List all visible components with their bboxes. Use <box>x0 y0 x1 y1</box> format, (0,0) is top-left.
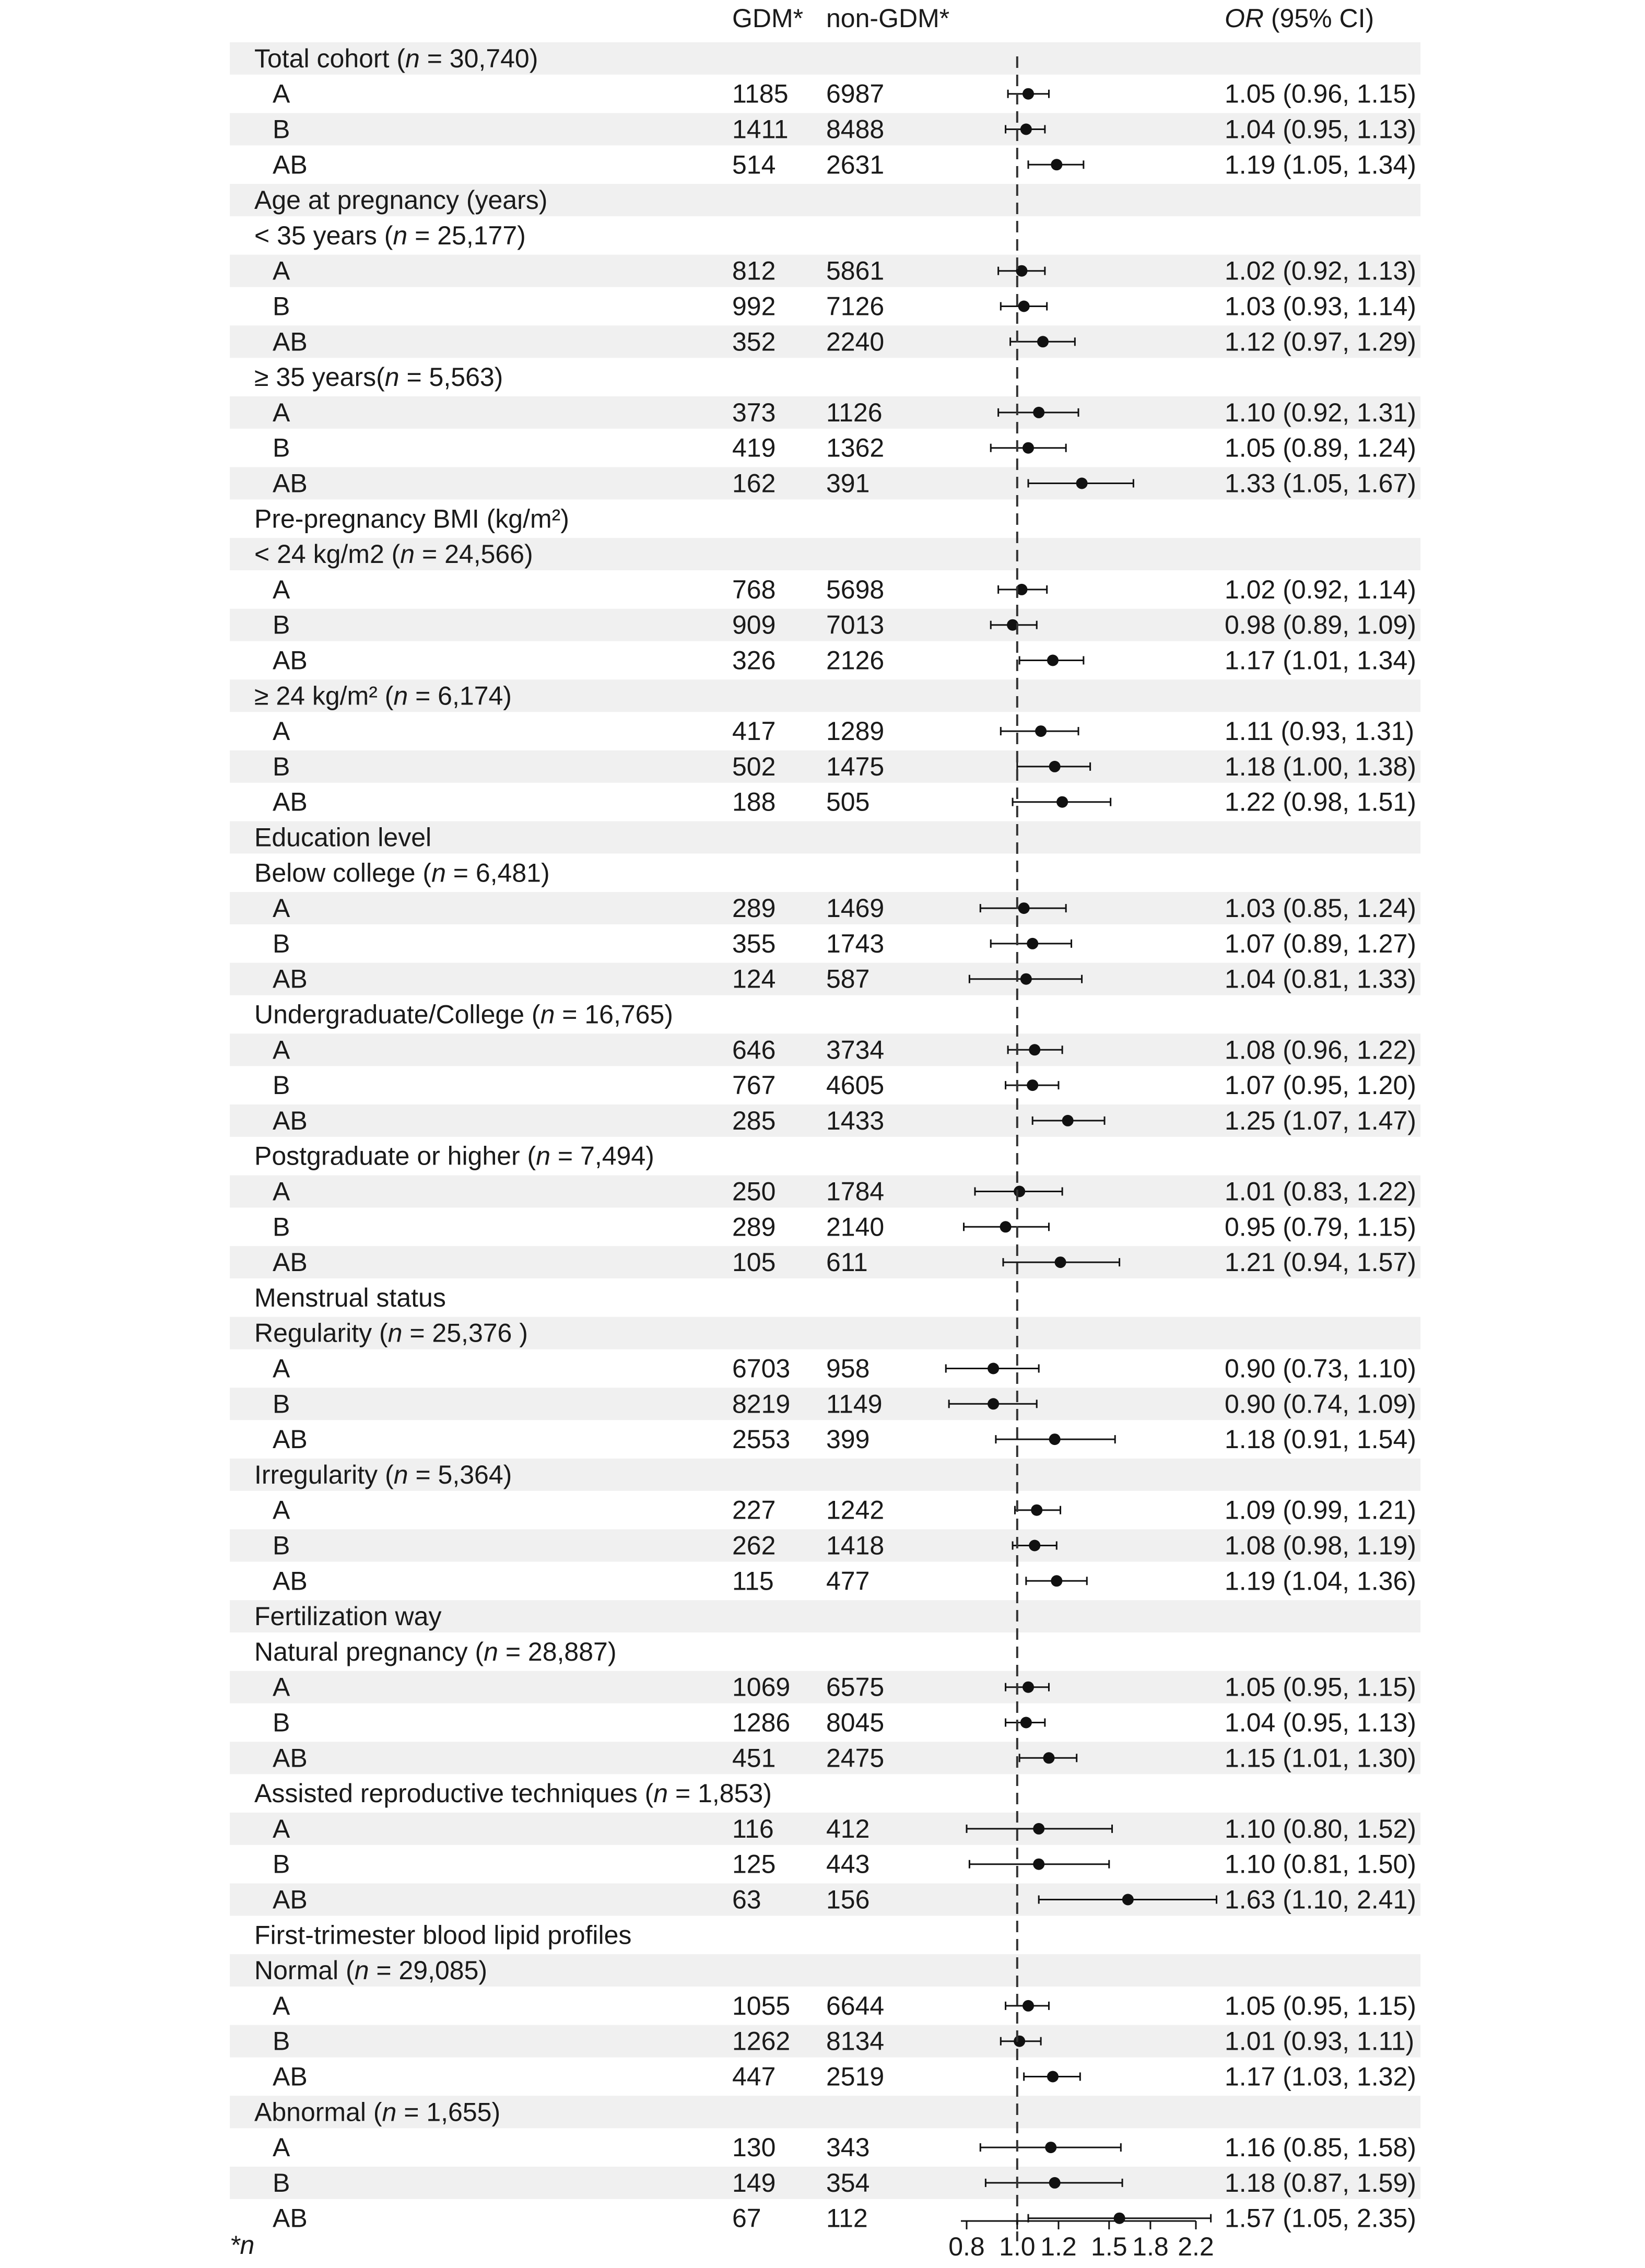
non-gdm-count: 1418 <box>826 1531 885 1560</box>
group-label: Postgraduate or higher (n = 7,494) <box>254 1141 654 1171</box>
blood-type-label: AB <box>273 1743 308 1773</box>
or-ci-value: 1.18 (0.87, 1.59) <box>1225 2168 1416 2198</box>
non-gdm-count: 391 <box>826 468 870 498</box>
gdm-count: 227 <box>732 1495 776 1525</box>
non-gdm-count: 354 <box>826 2168 870 2198</box>
gdm-count: 285 <box>732 1106 776 1135</box>
gdm-count: 1262 <box>732 2026 791 2056</box>
or-ci-value: 1.02 (0.92, 1.13) <box>1225 256 1416 286</box>
or-ci-value: 1.05 (0.96, 1.15) <box>1225 79 1416 109</box>
blood-type-label: AB <box>273 1106 308 1135</box>
blood-type-label: B <box>273 291 290 321</box>
or-header-italic: OR <box>1225 4 1264 33</box>
or-point <box>1023 442 1034 454</box>
or-ci-value: 1.07 (0.95, 1.20) <box>1225 1071 1416 1100</box>
data-row <box>273 929 1416 958</box>
gdm-count: 67 <box>732 2203 761 2233</box>
column-headers <box>732 4 1374 33</box>
blood-type-label: AB <box>273 964 308 994</box>
gdm-count: 124 <box>732 964 776 994</box>
group-header-row <box>254 1460 512 1489</box>
or-ci-value: 1.04 (0.95, 1.13) <box>1225 1708 1416 1737</box>
gdm-count: 105 <box>732 1248 776 1277</box>
data-row <box>273 716 1414 746</box>
or-point <box>1045 2142 1056 2153</box>
non-gdm-count: 8488 <box>826 114 885 144</box>
group-header-row <box>254 1000 673 1029</box>
blood-type-label: AB <box>273 787 308 817</box>
group-label: Education level <box>254 822 432 852</box>
or-ci-value: 1.11 (0.93, 1.31) <box>1225 716 1415 746</box>
x-axis <box>948 2221 1214 2261</box>
non-gdm-count: 1784 <box>826 1177 885 1206</box>
gdm-count: 162 <box>732 468 776 498</box>
or-ci-value: 1.02 (0.92, 1.14) <box>1225 574 1416 604</box>
blood-type-label: A <box>273 894 290 923</box>
or-point <box>1000 1221 1012 1232</box>
group-header-row <box>254 1142 654 1171</box>
gdm-count: 451 <box>732 1743 776 1773</box>
non-gdm-count: 156 <box>826 1885 870 1914</box>
non-gdm-count: 1362 <box>826 433 885 463</box>
blood-type-label: B <box>273 751 290 781</box>
non-gdm-count: 1433 <box>826 1106 885 1135</box>
non-gdm-count: 2140 <box>826 1212 885 1242</box>
or-point <box>1049 761 1061 772</box>
gdm-count: 188 <box>732 787 776 817</box>
non-gdm-count: 3734 <box>826 1035 885 1065</box>
gdm-count: 514 <box>732 150 776 180</box>
group-header-row <box>254 1602 441 1631</box>
group-header-row <box>254 221 526 250</box>
blood-type-label: AB <box>273 2062 308 2091</box>
non-gdm-count: 2126 <box>826 645 885 675</box>
or-point <box>1037 336 1049 347</box>
gdm-count: 992 <box>732 291 776 321</box>
group-label: ≥ 24 kg/m² (n = 6,174) <box>254 681 512 711</box>
group-header-row <box>254 539 533 569</box>
blood-type-label: B <box>273 929 290 958</box>
or-ci-value: 1.12 (0.97, 1.29) <box>1225 327 1416 357</box>
or-point <box>1033 1823 1044 1835</box>
gdm-column-header: GDM* <box>732 4 804 33</box>
blood-type-label: A <box>273 1991 290 2020</box>
or-ci-column-header <box>1225 4 1374 33</box>
blood-type-label: B <box>273 433 290 463</box>
non-gdm-count: 5698 <box>826 574 885 604</box>
or-ci-value: 1.05 (0.95, 1.15) <box>1225 1991 1416 2020</box>
non-gdm-count: 505 <box>826 787 870 817</box>
blood-type-label: B <box>273 1531 290 1560</box>
or-point <box>1033 1859 1044 1870</box>
group-label: Abnormal (n = 1,655) <box>254 2097 501 2127</box>
gdm-count: 130 <box>732 2133 776 2163</box>
or-point <box>1031 1505 1042 1516</box>
blood-type-label: AB <box>273 327 308 357</box>
or-point <box>1049 1433 1061 1445</box>
data-row <box>273 150 1416 179</box>
blood-type-label: AB <box>273 1425 308 1454</box>
gdm-count: 63 <box>732 1885 761 1914</box>
or-point <box>1029 1540 1040 1552</box>
or-ci-value: 1.08 (0.98, 1.19) <box>1225 1531 1416 1560</box>
gdm-count: 1055 <box>732 1991 791 2020</box>
or-ci-value: 1.16 (0.85, 1.58) <box>1225 2133 1416 2163</box>
or-ci-value: 1.18 (0.91, 1.54) <box>1225 1425 1416 1454</box>
or-ci-value: 1.10 (0.92, 1.31) <box>1225 397 1416 427</box>
blood-type-label: A <box>273 574 290 604</box>
gdm-count: 417 <box>732 716 776 746</box>
or-ci-value: 1.17 (1.01, 1.34) <box>1225 645 1416 675</box>
blood-type-label: B <box>273 610 290 640</box>
data-row <box>273 2133 1416 2162</box>
non-gdm-count: 8045 <box>826 1708 885 1737</box>
gdm-count: 289 <box>732 894 776 923</box>
non-gdm-count: 343 <box>826 2133 870 2163</box>
group-header-row <box>254 681 512 710</box>
or-point <box>1047 655 1059 666</box>
or-point <box>988 1398 999 1409</box>
or-ci-value: 1.19 (1.04, 1.36) <box>1225 1566 1416 1596</box>
or-point <box>1027 938 1038 949</box>
or-ci-value: 1.19 (1.05, 1.34) <box>1225 150 1416 180</box>
group-header-row <box>254 1920 631 1949</box>
blood-type-label: B <box>273 1708 290 1737</box>
data-row <box>273 1566 1416 1595</box>
gdm-count: 373 <box>732 397 776 427</box>
group-label: Below college (n = 6,481) <box>254 858 550 888</box>
group-label: Normal (n = 29,085) <box>254 1956 488 1985</box>
gdm-count: 355 <box>732 929 776 958</box>
non-gdm-count: 1475 <box>826 751 885 781</box>
gdm-count: 352 <box>732 327 776 357</box>
group-header-row <box>254 1956 487 1985</box>
or-point <box>1076 478 1088 489</box>
or-point <box>1122 1894 1134 1906</box>
blood-type-label: AB <box>273 1566 308 1596</box>
blood-type-label: AB <box>273 1248 308 1277</box>
non-gdm-count: 399 <box>826 1425 870 1454</box>
non-gdm-count: 7126 <box>826 291 885 321</box>
group-header-row <box>254 185 547 215</box>
data-row <box>273 1850 1416 1879</box>
blood-type-label: A <box>273 1672 290 1702</box>
group-label: < 24 kg/m2 (n = 24,566) <box>254 539 533 569</box>
non-gdm-count: 958 <box>826 1354 870 1383</box>
data-row <box>273 1991 1416 2020</box>
data-row <box>273 433 1416 463</box>
gdm-count: 419 <box>732 433 776 463</box>
or-point <box>1018 301 1030 312</box>
or-ci-value: 1.10 (0.80, 1.52) <box>1225 1814 1416 1843</box>
gdm-count: 116 <box>732 1814 774 1843</box>
or-point <box>988 1363 999 1374</box>
group-header-row <box>254 858 550 887</box>
non-gdm-count: 6644 <box>826 1991 885 2020</box>
group-label: Menstrual status <box>254 1283 446 1312</box>
or-point <box>1014 2036 1025 2047</box>
gdm-count: 125 <box>732 1849 776 1879</box>
blood-type-label: A <box>273 1495 290 1525</box>
blood-type-label: B <box>273 1849 290 1879</box>
or-point <box>1020 1717 1032 1729</box>
gdm-count: 767 <box>732 1071 776 1100</box>
gdm-count: 1286 <box>732 1708 791 1737</box>
blood-type-label: A <box>273 79 290 109</box>
data-row <box>273 1071 1416 1100</box>
or-point <box>1062 1115 1074 1126</box>
or-ci-value: 1.33 (1.05, 1.67) <box>1225 468 1416 498</box>
blood-type-label: B <box>273 1212 290 1242</box>
or-point <box>1043 1752 1054 1764</box>
or-point <box>1047 2071 1059 2083</box>
or-ci-value: 1.25 (1.07, 1.47) <box>1225 1106 1416 1135</box>
non-gdm-count: 4605 <box>826 1071 885 1100</box>
x-tick-label: 0.8 <box>948 2232 985 2261</box>
non-gdm-count: 112 <box>826 2203 868 2233</box>
or-ci-value: 1.10 (0.81, 1.50) <box>1225 1849 1416 1879</box>
or-ci-value: 0.98 (0.89, 1.09) <box>1225 610 1416 640</box>
non-gdm-count: 1242 <box>826 1495 885 1525</box>
gdm-count: 1185 <box>732 79 789 109</box>
blood-type-label: AB <box>273 150 308 180</box>
group-header-row <box>254 1637 617 1666</box>
blood-type-label: A <box>273 1354 290 1383</box>
group-header-row <box>254 823 431 852</box>
x-tick-label: 1.2 <box>1040 2232 1077 2261</box>
data-row <box>273 1354 1416 1383</box>
non-gdm-count: 1743 <box>826 929 885 958</box>
or-point <box>1020 973 1032 985</box>
blood-type-label: AB <box>273 1885 308 1914</box>
group-label: Fertilization way <box>254 1602 442 1631</box>
or-ci-value: 1.09 (0.99, 1.21) <box>1225 1495 1416 1525</box>
or-point <box>1114 2213 1125 2224</box>
group-header-row <box>254 1319 528 1348</box>
or-ci-value: 1.22 (0.98, 1.51) <box>1225 787 1416 817</box>
data-row <box>273 1212 1416 1241</box>
or-point <box>1051 159 1062 170</box>
or-ci-value: 1.21 (0.94, 1.57) <box>1225 1248 1416 1277</box>
or-point <box>1029 1044 1040 1055</box>
or-ci-value: 1.05 (0.95, 1.15) <box>1225 1672 1416 1702</box>
blood-type-label: B <box>273 2026 290 2056</box>
or-ci-value: 1.01 (0.93, 1.11) <box>1225 2026 1415 2056</box>
gdm-count: 289 <box>732 1212 776 1242</box>
non-gdm-count: 2240 <box>826 327 885 357</box>
ci-header-text: (95% CI) <box>1264 4 1374 33</box>
non-gdm-count: 8134 <box>826 2026 885 2056</box>
non-gdm-count: 5861 <box>826 256 885 286</box>
group-label: Total cohort (n = 30,740) <box>254 43 538 73</box>
non-gdm-count: 2519 <box>826 2062 885 2091</box>
or-point <box>1035 725 1047 737</box>
gdm-count: 115 <box>732 1566 774 1596</box>
or-ci-value: 1.01 (0.83, 1.22) <box>1225 1177 1416 1206</box>
non-gdm-count: 7013 <box>826 610 885 640</box>
blood-type-label: A <box>273 1035 290 1065</box>
or-ci-value: 1.17 (1.03, 1.32) <box>1225 2062 1416 2091</box>
or-ci-value: 1.08 (0.96, 1.22) <box>1225 1035 1416 1065</box>
gdm-count: 8219 <box>732 1389 791 1419</box>
gdm-count: 262 <box>732 1531 776 1560</box>
non-gdm-count: 1149 <box>826 1389 883 1419</box>
x-tick-label: 1.8 <box>1132 2232 1169 2261</box>
gdm-count: 250 <box>732 1177 776 1206</box>
gdm-count: 768 <box>732 574 776 604</box>
gdm-count: 6703 <box>732 1354 791 1383</box>
or-point <box>1023 2000 1034 2012</box>
or-ci-value: 1.03 (0.85, 1.24) <box>1225 894 1416 923</box>
blood-type-label: B <box>273 1389 290 1419</box>
or-point <box>1023 1682 1034 1693</box>
gdm-count: 149 <box>732 2168 776 2198</box>
group-label: Assisted reproductive techniques (n = 1,853) <box>254 1779 772 1808</box>
blood-type-label: B <box>273 2168 290 2198</box>
non-gdm-count: 1469 <box>826 894 885 923</box>
or-point <box>1014 1186 1025 1197</box>
group-header-row <box>254 504 569 533</box>
or-point <box>1056 796 1068 808</box>
gdm-count: 1411 <box>732 114 789 144</box>
group-label: Undergraduate/College (n = 16,765) <box>254 1000 673 1029</box>
data-row <box>273 79 1416 109</box>
or-point <box>1049 2177 1061 2189</box>
x-tick-label: 1.0 <box>999 2232 1036 2261</box>
gdm-count: 502 <box>732 751 776 781</box>
blood-type-label: A <box>273 256 290 286</box>
or-point <box>1020 124 1032 135</box>
non-gdm-count: 2475 <box>826 1743 885 1773</box>
or-ci-value: 1.18 (1.00, 1.38) <box>1225 751 1416 781</box>
data-row <box>273 292 1416 321</box>
non-gdm-count: 6575 <box>826 1672 885 1702</box>
data-row <box>273 2062 1416 2091</box>
or-ci-value: 1.03 (0.93, 1.14) <box>1225 291 1416 321</box>
group-header-row <box>254 362 503 392</box>
or-point <box>1027 1079 1038 1091</box>
footnote: *n <box>230 2230 255 2260</box>
data-row <box>273 1708 1416 1737</box>
non-gdm-count: 443 <box>826 1849 870 1879</box>
blood-type-label: A <box>273 2133 290 2163</box>
blood-type-label: A <box>273 716 290 746</box>
or-ci-value: 0.90 (0.73, 1.10) <box>1225 1354 1416 1383</box>
gdm-count: 909 <box>732 610 776 640</box>
blood-type-label: A <box>273 397 290 427</box>
data-row <box>273 2204 1416 2233</box>
x-tick-label: 2.2 <box>1178 2232 1214 2261</box>
or-ci-value: 1.05 (0.89, 1.24) <box>1225 433 1416 463</box>
non-gdm-count: 1126 <box>826 397 883 427</box>
non-gdm-count: 412 <box>826 1814 870 1843</box>
gdm-count: 447 <box>732 2062 776 2091</box>
non-gdm-count: 587 <box>826 964 870 994</box>
or-point <box>1033 407 1044 418</box>
blood-type-label: AB <box>273 645 308 675</box>
group-label: Natural pregnancy (n = 28,887) <box>254 1637 617 1666</box>
non-gdm-count: 2631 <box>826 150 885 180</box>
data-row <box>273 1425 1416 1454</box>
data-row <box>273 575 1416 604</box>
data-row <box>273 1496 1416 1525</box>
or-ci-value: 0.90 (0.74, 1.09) <box>1225 1389 1416 1419</box>
or-point <box>1023 88 1034 100</box>
non-gdm-count: 477 <box>826 1566 870 1596</box>
or-point <box>1055 1256 1066 1268</box>
group-label: Age at pregnancy (years) <box>254 185 548 215</box>
non-gdm-column-header: non-GDM* <box>826 4 950 33</box>
non-gdm-count: 6987 <box>826 79 885 109</box>
data-row <box>273 788 1416 817</box>
or-ci-value: 1.15 (1.01, 1.30) <box>1225 1743 1416 1773</box>
x-tick-label: 1.5 <box>1091 2232 1127 2261</box>
blood-type-label: A <box>273 1177 290 1206</box>
or-point <box>1018 902 1030 914</box>
group-label: ≥ 35 years(n = 5,563) <box>254 362 503 392</box>
or-ci-value: 1.04 (0.95, 1.13) <box>1225 114 1416 144</box>
group-label: Irregularity (n = 5,364) <box>254 1460 512 1489</box>
non-gdm-count: 1289 <box>826 716 885 746</box>
or-ci-value: 1.04 (0.81, 1.33) <box>1225 964 1416 994</box>
data-row <box>273 646 1416 675</box>
group-label: < 35 years (n = 25,177) <box>254 220 526 250</box>
gdm-count: 2553 <box>732 1425 791 1454</box>
or-point <box>1051 1575 1062 1587</box>
group-label: First-trimester blood lipid profiles <box>254 1920 632 1950</box>
or-ci-value: 1.07 (0.89, 1.27) <box>1225 929 1416 958</box>
gdm-count: 646 <box>732 1035 776 1065</box>
gdm-count: 1069 <box>732 1672 791 1702</box>
gdm-count: 326 <box>732 645 776 675</box>
group-label: Pre-pregnancy BMI (kg/m²) <box>254 504 569 534</box>
blood-type-label: AB <box>273 468 308 498</box>
group-header-row <box>254 2097 500 2126</box>
blood-type-label: A <box>273 1814 290 1843</box>
group-header-row <box>254 1779 772 1808</box>
or-ci-value: 1.57 (1.05, 2.35) <box>1225 2203 1416 2233</box>
group-header-row <box>254 44 538 73</box>
or-ci-value: 0.95 (0.79, 1.15) <box>1225 1212 1416 1242</box>
blood-type-label: B <box>273 114 290 144</box>
or-ci-value: 1.63 (1.10, 2.41) <box>1225 1885 1416 1914</box>
non-gdm-count: 611 <box>826 1248 868 1277</box>
group-header-row <box>254 1283 446 1312</box>
blood-type-label: AB <box>273 2203 308 2233</box>
blood-type-label: B <box>273 1071 290 1100</box>
group-label: Regularity (n = 25,376 ) <box>254 1318 528 1348</box>
gdm-count: 812 <box>732 256 776 286</box>
